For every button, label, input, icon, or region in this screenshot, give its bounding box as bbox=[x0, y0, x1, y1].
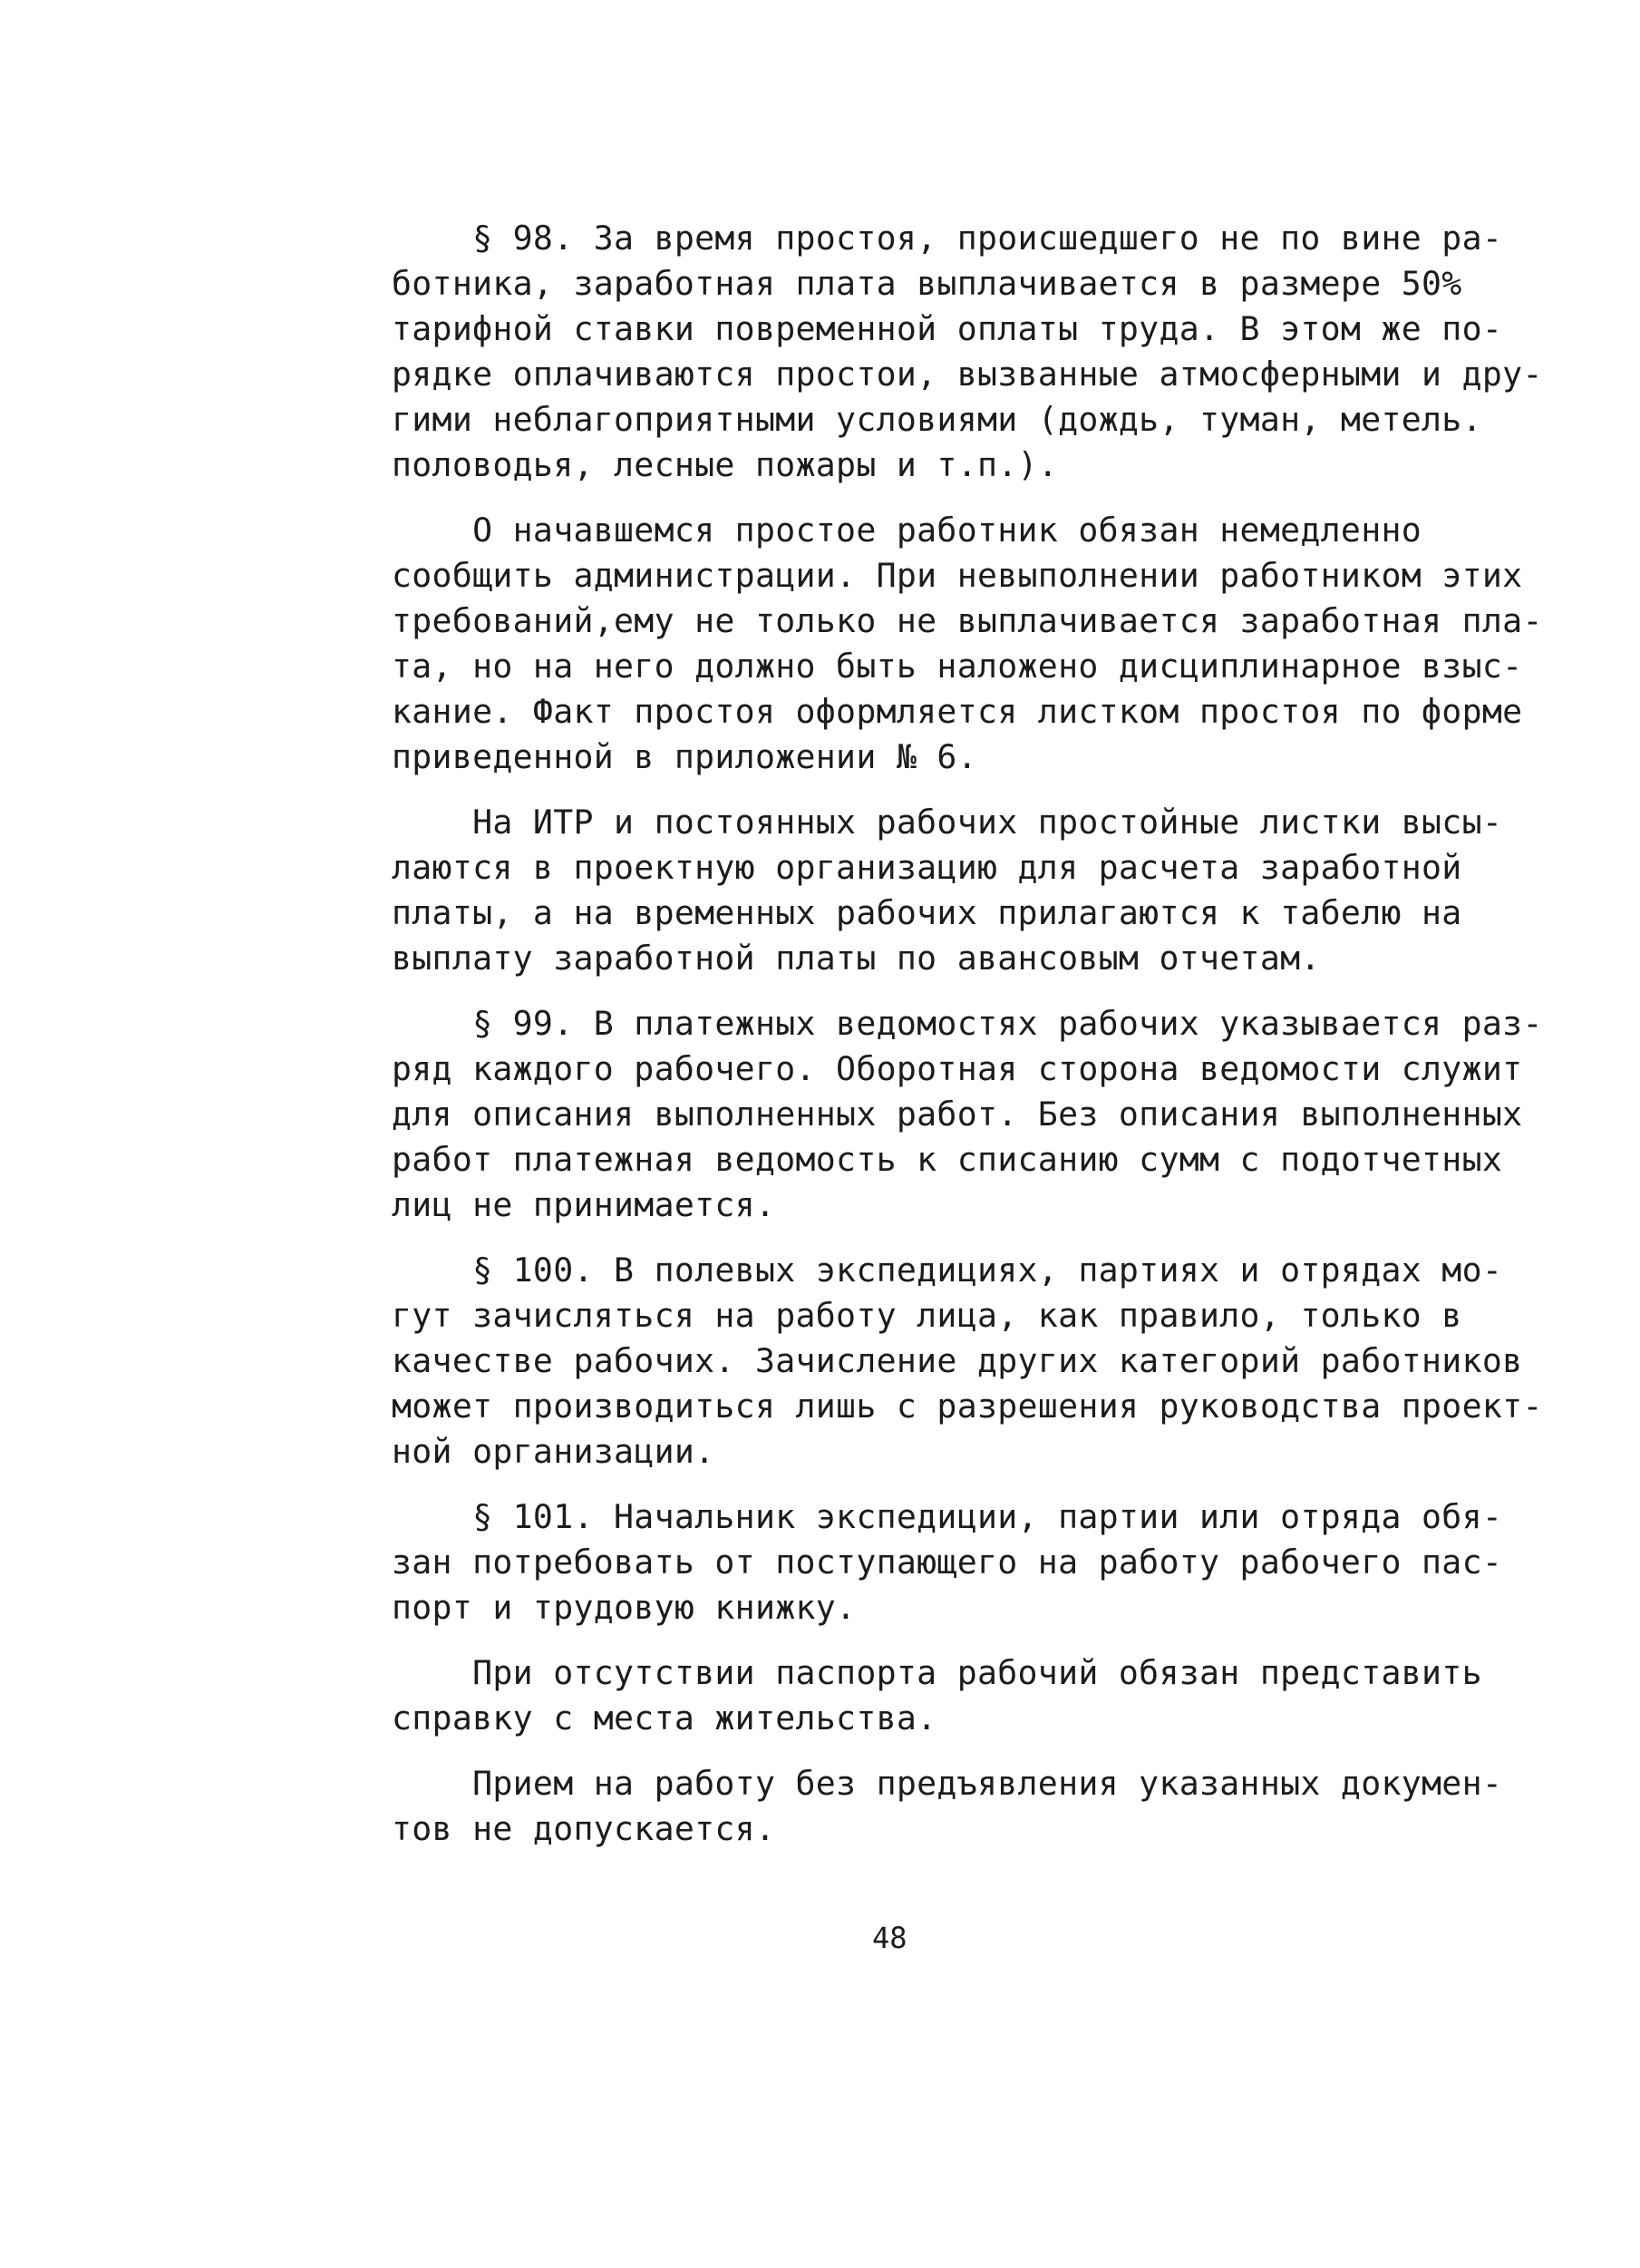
text-line: половодья, лесные пожары и т.п.). bbox=[392, 445, 1059, 484]
text-line: та, но на него должно быть наложено дисциплинарное взыс- bbox=[392, 647, 1523, 686]
text-line: гут зачисляться на работу лица, как правило, только в bbox=[392, 1296, 1462, 1335]
text-line: зан потребовать от поступающего на работу рабочего пас- bbox=[392, 1543, 1503, 1582]
text-line: требований,ему не только не выплачивается заработная пла- bbox=[392, 601, 1543, 640]
text-line: кание. Факт простоя оформляется листком простоя по форме bbox=[392, 692, 1523, 731]
paragraph-passport bbox=[392, 1650, 1525, 1741]
text-line: рядке оплачиваются простои, вызванные атмосферными и дру- bbox=[392, 355, 1543, 394]
text-line: § 100. В полевых экспедициях, партиях и отрядах мо- bbox=[392, 1251, 1503, 1290]
page-number: 48 bbox=[872, 1921, 907, 1955]
text-line: справку с места жительства. bbox=[392, 1699, 937, 1738]
paragraph-100 bbox=[392, 1248, 1543, 1475]
text-line: Прием на работу без предъявления указанных докумен- bbox=[392, 1764, 1503, 1803]
text-line: качестве рабочих. Зачисление других категорий работников bbox=[392, 1341, 1523, 1380]
text-line: выплату заработной платы по авансовым отчетам. bbox=[392, 939, 1321, 978]
text-line: тов не допускается. bbox=[392, 1809, 776, 1848]
text-line: гими неблагоприятными условиями (дождь, туман, метель. bbox=[392, 400, 1482, 439]
text-line: § 101. Начальник экспедиции, партии или отряда обя- bbox=[392, 1497, 1503, 1536]
text-line: ной организации. bbox=[392, 1432, 715, 1471]
paragraph-downtime-sheets bbox=[392, 800, 1525, 981]
text-line: тарифной ставки повременной оплаты труда. В этом же по- bbox=[392, 309, 1503, 348]
text-line: работ платежная ведомость к списанию сумм с подотчетных bbox=[392, 1140, 1503, 1179]
text-line: лаются в проектную организацию для расчета заработной bbox=[392, 848, 1462, 887]
paragraph-hiring bbox=[392, 1761, 1525, 1852]
text-line: лиц не принимается. bbox=[392, 1185, 776, 1224]
text-line: На ИТР и постоянных рабочих простойные листки высы- bbox=[392, 803, 1503, 842]
text-line: порт и трудовую книжку. bbox=[392, 1588, 857, 1627]
paragraph-downtime-notice bbox=[392, 508, 1543, 780]
text-line: О начавшемся простое работник обязан немедленно bbox=[392, 511, 1422, 550]
paragraph-101 bbox=[392, 1494, 1525, 1630]
text-line: § 98. За время простоя, происшедшего не по вине ра- bbox=[392, 219, 1503, 258]
body-text bbox=[392, 216, 1543, 1872]
text-line: платы, а на временных рабочих прилагаются к табелю на bbox=[392, 893, 1462, 932]
text-line: ряд каждого рабочего. Оборотная сторона ведомости служит bbox=[392, 1049, 1523, 1088]
text-line: § 99. В платежных ведомостях рабочих указывается раз- bbox=[392, 1004, 1543, 1043]
text-line: приведенной в приложении № 6. bbox=[392, 737, 977, 776]
text-line: может производиться лишь с разрешения руководства проект- bbox=[392, 1387, 1543, 1426]
text-line: ботника, заработная плата выплачивается в размере 50% bbox=[392, 264, 1462, 303]
paragraph-99 bbox=[392, 1001, 1543, 1228]
text-line: сообщить администрации. При невыполнении работником этих bbox=[392, 556, 1523, 595]
text-line: При отсутствии паспорта рабочий обязан представить bbox=[392, 1653, 1482, 1692]
paragraph-98 bbox=[392, 216, 1543, 488]
text-line: для описания выполненных работ. Без описания выполненных bbox=[392, 1095, 1523, 1134]
